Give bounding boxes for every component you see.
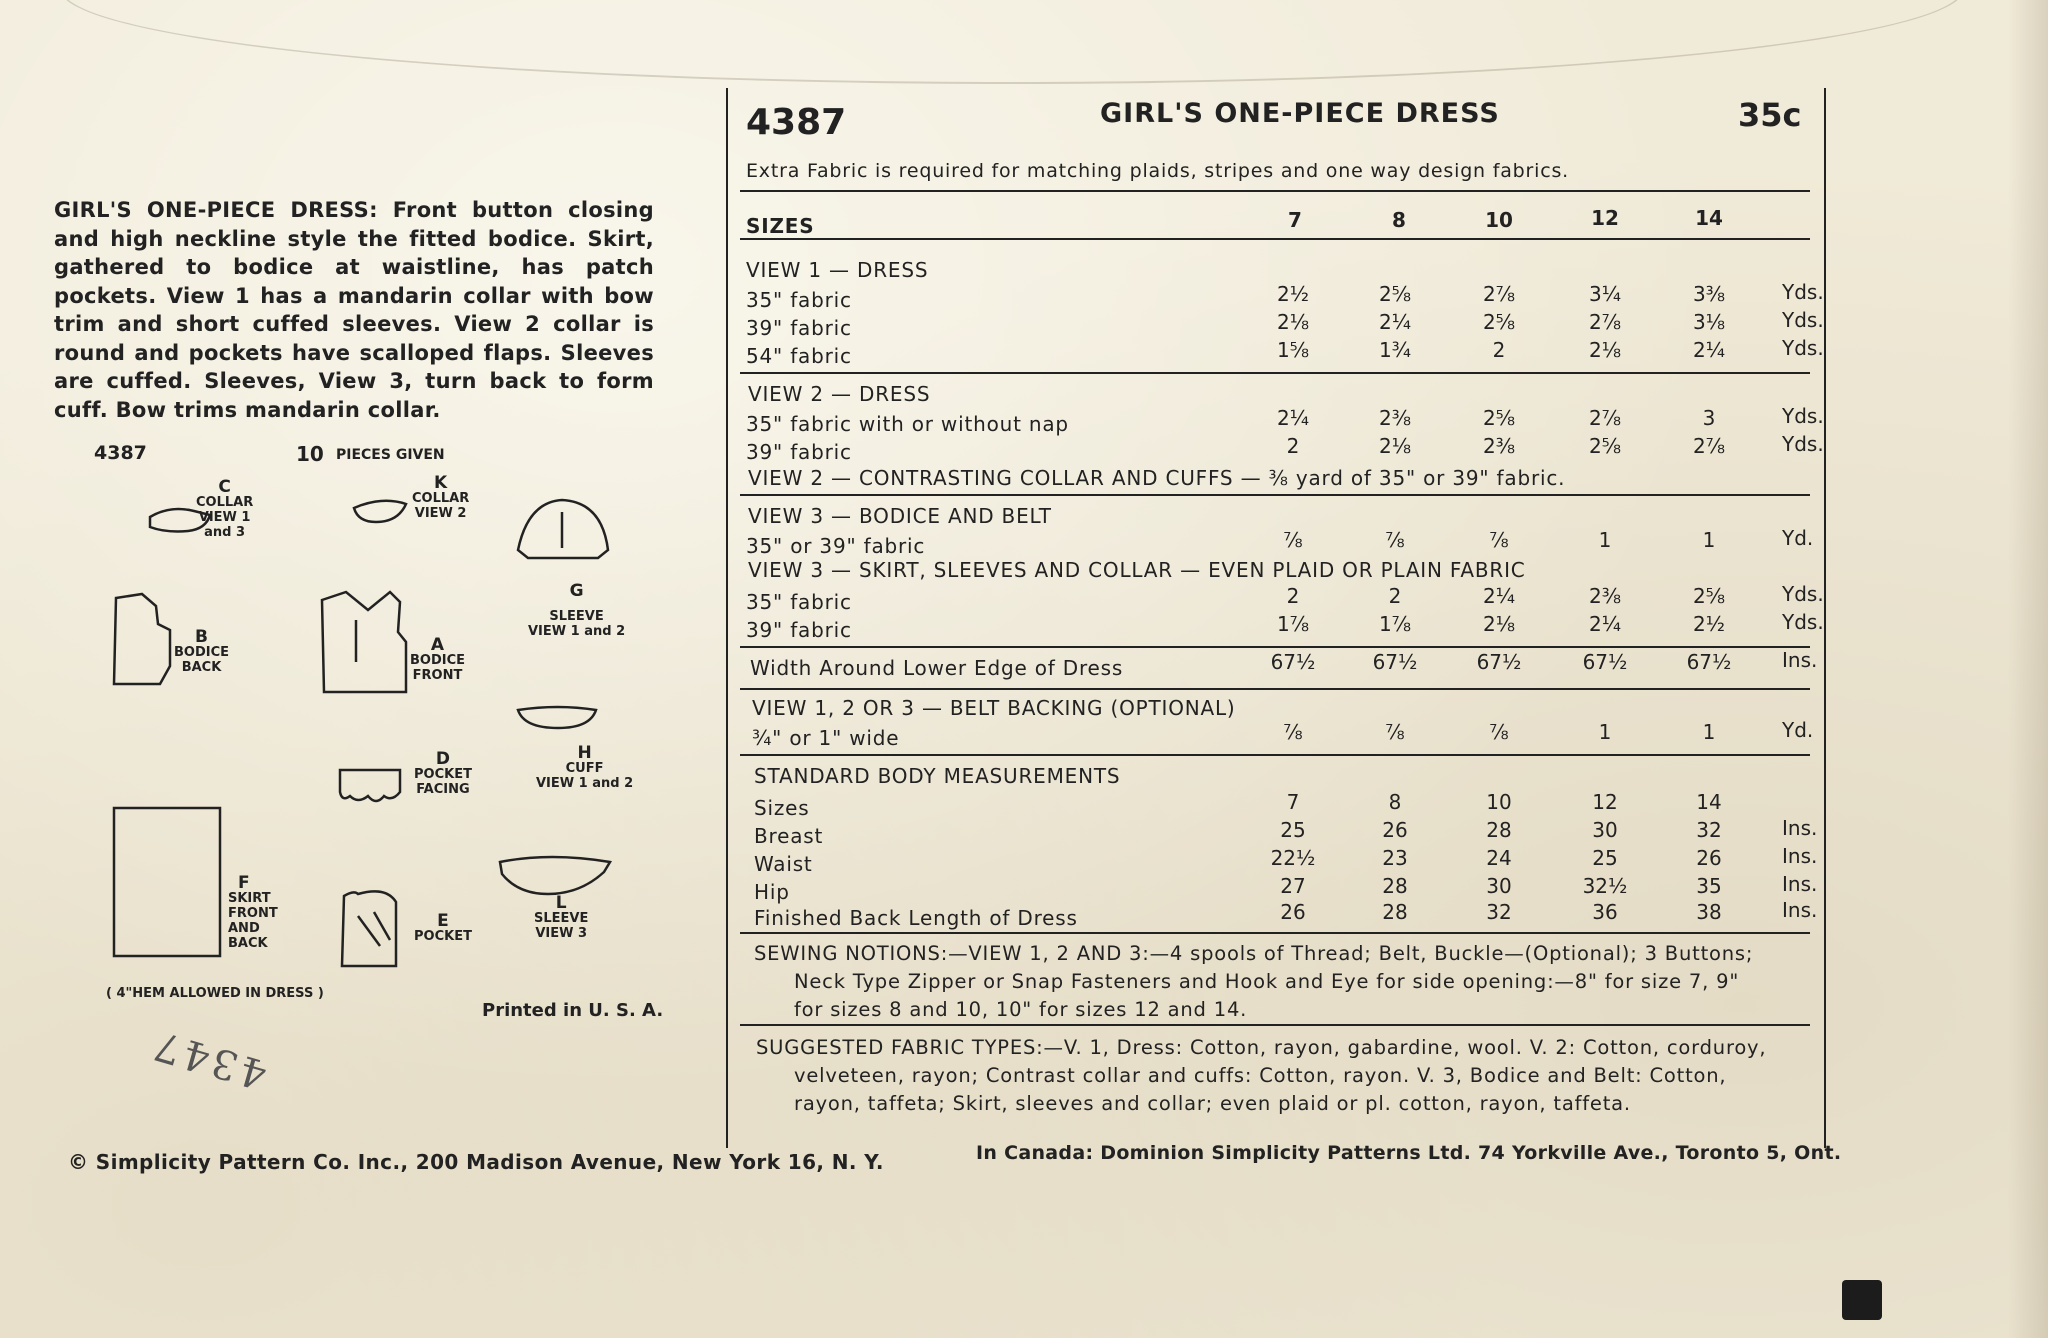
- row-label: 35" fabric with or without nap: [746, 412, 1069, 436]
- row-unit: Ins.: [1782, 816, 1818, 840]
- pocket-e-icon: [342, 891, 396, 966]
- row-label: ¾" or 1" wide: [752, 726, 900, 750]
- rule: [740, 494, 1810, 496]
- fabric-types-line: velveteen, rayon; Contrast collar and cuffs: Cotton, rayon. V. 3, Bodice and Belt: Cotton,: [794, 1064, 1727, 1087]
- row-value: 2⅝: [1692, 584, 1726, 608]
- row-label: Hip: [754, 880, 790, 904]
- row-value: 67½: [1582, 650, 1628, 674]
- row-value: 1: [1702, 720, 1716, 744]
- rule: [740, 688, 1810, 690]
- printed-in-usa: Printed in U. S. A.: [482, 1000, 664, 1021]
- row-label: 39" fabric: [746, 316, 852, 340]
- rule: [740, 372, 1810, 374]
- pattern-pieces-drawing: [0, 0, 700, 1100]
- row-value: 2: [1388, 584, 1402, 608]
- piece-f-label: F SKIRT FRONT AND BACK: [228, 873, 278, 951]
- row-value: 7: [1286, 790, 1300, 814]
- row-value: 32: [1486, 900, 1512, 924]
- row-unit: Ins.: [1782, 648, 1818, 672]
- row-value: 67½: [1686, 650, 1732, 674]
- row-value: 24: [1486, 846, 1512, 870]
- row-value: 2⅛: [1482, 612, 1516, 636]
- row-value: 28: [1382, 874, 1408, 898]
- pattern-price: 35c: [1738, 96, 1802, 134]
- row-label: 35" fabric: [746, 590, 852, 614]
- row-value: 36: [1592, 900, 1618, 924]
- row-value: 2⅞: [1692, 434, 1726, 458]
- piece-d-label: D POCKET FACING: [414, 749, 472, 797]
- row-unit: Ins.: [1782, 872, 1818, 896]
- rule: [740, 932, 1810, 934]
- row-unit: Yds.: [1782, 432, 1824, 456]
- row-unit: Yds.: [1782, 582, 1824, 606]
- row-value: 2⅜: [1482, 434, 1516, 458]
- row-value: 38: [1696, 900, 1722, 924]
- row-value: 2⅝: [1378, 282, 1412, 306]
- view2-contrast-note: VIEW 2 — CONTRASTING COLLAR AND CUFFS — ⅜ yard of 35" or 39" fabric.: [748, 466, 1566, 490]
- row-value: 2⅝: [1482, 310, 1516, 334]
- view1-heading: VIEW 1 — DRESS: [746, 258, 929, 282]
- row-value: 25: [1280, 818, 1306, 842]
- measurements-heading: STANDARD BODY MEASUREMENTS: [754, 764, 1121, 788]
- cuff-h-icon: [518, 707, 596, 728]
- row-value: 28: [1382, 900, 1408, 924]
- footer-canada: In Canada: Dominion Simplicity Patterns Ltd. 74 Yorkville Ave., Toronto 5, Ont.: [976, 1142, 1842, 1164]
- row-value: 2: [1286, 584, 1300, 608]
- size-header: 14: [1695, 206, 1723, 230]
- row-value: 67½: [1372, 650, 1418, 674]
- pieces-count-label: PIECES GIVEN: [336, 447, 445, 463]
- row-value: 2¼: [1588, 612, 1622, 636]
- extra-fabric-note: Extra Fabric is required for matching plaids, stripes and one way design fabrics.: [746, 160, 1570, 182]
- sizes-label: SIZES: [746, 214, 815, 238]
- black-mark: [1842, 1280, 1882, 1320]
- row-value: 2½: [1692, 612, 1726, 636]
- row-unit: Yds.: [1782, 610, 1824, 634]
- row-value: 27: [1280, 874, 1306, 898]
- size-header: 7: [1288, 208, 1302, 232]
- pattern-number: 4387: [746, 102, 847, 143]
- size-header: 8: [1392, 208, 1406, 232]
- row-unit: Yds.: [1782, 308, 1824, 332]
- row-value: 2⅛: [1276, 310, 1310, 334]
- rule: [740, 190, 1810, 192]
- pieces-count: 10: [296, 442, 324, 466]
- fabric-types-line: SUGGESTED FABRIC TYPES:—V. 1, Dress: Cotton, rayon, gabardine, wool. V. 2: Cotton, corduroy,: [756, 1036, 1767, 1059]
- piece-a-label: A BODICE FRONT: [410, 635, 466, 683]
- row-value: 2¼: [1482, 584, 1516, 608]
- row-value: 14: [1696, 790, 1722, 814]
- envelope-edge-shadow: [2008, 0, 2048, 1338]
- row-value: 3⅜: [1692, 282, 1726, 306]
- description-lead: GIRL'S ONE-PIECE DRESS:: [54, 198, 378, 222]
- belt-heading: VIEW 1, 2 OR 3 — BELT BACKING (OPTIONAL): [752, 696, 1236, 720]
- row-unit: Yds.: [1782, 280, 1824, 304]
- row-value: 3: [1702, 406, 1716, 430]
- row-value: 2⅞: [1588, 310, 1622, 334]
- rule: [740, 754, 1810, 756]
- row-value: 32½: [1582, 874, 1628, 898]
- size-header: 10: [1485, 208, 1513, 232]
- row-value: 2¼: [1378, 310, 1412, 334]
- piece-e-label: E POCKET: [414, 911, 472, 944]
- row-value: 2¼: [1276, 406, 1310, 430]
- row-value: 2¼: [1692, 338, 1726, 362]
- row-value: 26: [1382, 818, 1408, 842]
- sewing-notions-line: Neck Type Zipper or Snap Fasteners and Hook and Eye for side opening:—8" for size 7, 9": [794, 970, 1740, 993]
- row-label: Finished Back Length of Dress: [754, 906, 1078, 930]
- bodice-front-icon: [322, 592, 406, 692]
- pieces-pattern-number: 4387: [94, 442, 147, 464]
- row-value: 28: [1486, 818, 1512, 842]
- row-value: ⅞: [1385, 720, 1405, 744]
- sewing-notions-line: SEWING NOTIONS:—VIEW 1, 2 AND 3:—4 spools of Thread; Belt, Buckle—(Optional); 3 Buttons;: [754, 942, 1754, 965]
- description-body: Front button closing and high neckline style the fitted bodice. Skirt, gathered to bodice at waistline, has patch pockets. View 1 has a mandarin collar with bow trim and short cuffed sleeves. View 2 collar is round and pockets have scalloped flaps. Sleeves are cuffed. Sleeves, View 3, turn back to form cuff. Bow trims mandarin collar.: [54, 198, 654, 422]
- row-label: Waist: [754, 852, 813, 876]
- row-value: 2⅞: [1588, 406, 1622, 430]
- row-unit: Yds.: [1782, 404, 1824, 428]
- row-label: 39" fabric: [746, 440, 852, 464]
- row-value: 10: [1486, 790, 1512, 814]
- handwritten-number: 4347: [145, 1020, 272, 1098]
- row-label: Width Around Lower Edge of Dress: [750, 656, 1124, 680]
- collar-k-icon: [354, 501, 406, 522]
- piece-c-label: C COLLAR VIEW 1 and 3: [196, 477, 254, 540]
- row-value: 1⅞: [1276, 612, 1310, 636]
- view3-skirt-heading: VIEW 3 — SKIRT, SLEEVES AND COLLAR — EVEN PLAID OR PLAIN FABRIC: [748, 558, 1526, 582]
- footer-publisher: © Simplicity Pattern Co. Inc., 200 Madison Avenue, New York 16, N. Y.: [68, 1150, 884, 1174]
- row-value: ⅞: [1489, 528, 1509, 552]
- row-label: 35" or 39" fabric: [746, 534, 926, 558]
- rule: [740, 646, 1810, 648]
- row-value: 1: [1598, 720, 1612, 744]
- row-value: 3⅛: [1692, 310, 1726, 334]
- row-value: 25: [1592, 846, 1618, 870]
- row-label: 35" fabric: [746, 288, 852, 312]
- row-value: 1⅝: [1276, 338, 1310, 362]
- row-value: 32: [1696, 818, 1722, 842]
- row-unit: Yd.: [1782, 718, 1814, 742]
- pocket-facing-icon: [340, 770, 400, 801]
- piece-b-label: B BODICE BACK: [174, 627, 230, 675]
- size-header: 12: [1591, 206, 1619, 230]
- row-value: 23: [1382, 846, 1408, 870]
- row-label: 54" fabric: [746, 344, 852, 368]
- rule: [740, 238, 1810, 240]
- row-value: 26: [1696, 846, 1722, 870]
- row-unit: Ins.: [1782, 844, 1818, 868]
- skirt-f-icon: [114, 808, 220, 956]
- row-value: 2⅝: [1482, 406, 1516, 430]
- piece-h-label: H CUFF VIEW 1 and 2: [536, 743, 634, 791]
- row-value: 2⅜: [1378, 406, 1412, 430]
- row-unit: Ins.: [1782, 898, 1818, 922]
- row-value: 2: [1492, 338, 1506, 362]
- row-value: 1¾: [1378, 338, 1412, 362]
- piece-g-label: G SLEEVE VIEW 1 and 2: [528, 581, 626, 639]
- row-value: 3¼: [1588, 282, 1622, 306]
- bodice-back-icon: [114, 594, 170, 684]
- row-value: 22½: [1270, 846, 1316, 870]
- row-value: 30: [1592, 818, 1618, 842]
- row-value: 1: [1702, 528, 1716, 552]
- row-value: 8: [1388, 790, 1402, 814]
- row-label: Breast: [754, 824, 824, 848]
- row-value: 1: [1598, 528, 1612, 552]
- row-label: 39" fabric: [746, 618, 852, 642]
- row-value: 2⅝: [1588, 434, 1622, 458]
- row-value: 2: [1286, 434, 1300, 458]
- row-value: 67½: [1270, 650, 1316, 674]
- row-value: ⅞: [1283, 720, 1303, 744]
- sewing-notions-line: for sizes 8 and 10, 10" for sizes 12 and 14.: [794, 998, 1248, 1021]
- fabric-types-line: rayon, taffeta; Skirt, sleeves and collar; even plaid or pl. cotton, rayon, taffeta.: [794, 1092, 1631, 1115]
- row-value: 26: [1280, 900, 1306, 924]
- row-value: 30: [1486, 874, 1512, 898]
- row-value: ⅞: [1489, 720, 1509, 744]
- hem-note: ( 4"HEM ALLOWED IN DRESS ): [106, 986, 324, 1001]
- row-value: 2⅛: [1378, 434, 1412, 458]
- piece-l-label: L SLEEVE VIEW 3: [534, 893, 589, 941]
- view2-heading: VIEW 2 — DRESS: [748, 382, 931, 406]
- row-value: 12: [1592, 790, 1618, 814]
- pattern-title: GIRL'S ONE-PIECE DRESS: [1100, 98, 1500, 129]
- row-value: 2⅛: [1588, 338, 1622, 362]
- row-value: ⅞: [1283, 528, 1303, 552]
- piece-k-label: K COLLAR VIEW 2: [412, 473, 470, 521]
- row-value: 2½: [1276, 282, 1310, 306]
- row-value: 67½: [1476, 650, 1522, 674]
- row-unit: Yds.: [1782, 336, 1824, 360]
- row-value: 2⅜: [1588, 584, 1622, 608]
- row-value: 1⅞: [1378, 612, 1412, 636]
- sleeve-l-icon: [500, 857, 610, 894]
- view3-heading: VIEW 3 — BODICE AND BELT: [748, 504, 1052, 528]
- row-label: Sizes: [754, 796, 810, 820]
- row-value: ⅞: [1385, 528, 1405, 552]
- rule: [740, 1024, 1810, 1026]
- row-value: 35: [1696, 874, 1722, 898]
- row-value: 2⅞: [1482, 282, 1516, 306]
- row-unit: Yd.: [1782, 526, 1814, 550]
